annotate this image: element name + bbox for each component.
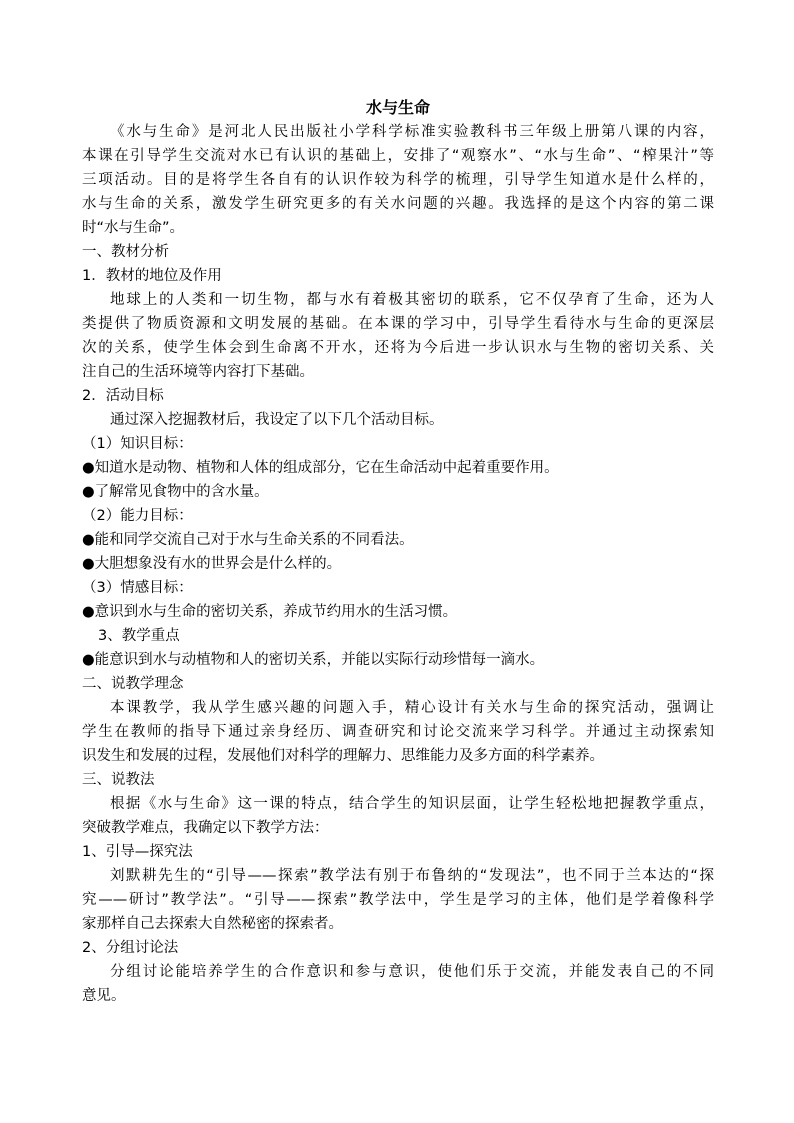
text-line: ●了解常见食物中的含水量。 bbox=[82, 484, 269, 500]
text-line: 1．教材的地位及作用 bbox=[82, 268, 222, 284]
text-line: （2）能力目标： bbox=[82, 508, 193, 524]
text-line: 2、分组讨论法 bbox=[82, 940, 179, 956]
text-line: 刘默耕先生的“引导——探索”教学法有别于布鲁纳的“发现法”，也不同于兰本达的“探 bbox=[110, 868, 714, 884]
text-line: 类提供了物质资源和文明发展的基础。在本课的学习中，引导学生看待水与生命的更深层 bbox=[82, 316, 714, 332]
text-line: ●大胆想象没有水的世界会是什么样的。 bbox=[82, 556, 342, 572]
text-line: 注自己的生活环境等内容打下基础。 bbox=[82, 364, 314, 380]
text-line: （3）情感目标： bbox=[82, 580, 193, 596]
text-line: 《水与生命》是河北人民出版社小学科学标准实验教科书三年级上册第八课的内容， bbox=[110, 124, 714, 140]
document-page bbox=[82, 96, 714, 1008]
text-line: 分组讨论能培养学生的合作意识和参与意识，使他们乐于交流，并能发表自己的不同 bbox=[110, 964, 714, 980]
text-line: 3、教学重点 bbox=[98, 628, 180, 644]
text-line: 本课在引导学生交流对水已有认识的基础上，安排了“观察水”、“水与生命”、“榨果汁”等 bbox=[82, 148, 714, 164]
document-body bbox=[82, 120, 714, 1008]
text-line: 水与生命的关系，激发学生研究更多的有关水问题的兴趣。我选择的是这个内容的第二课 bbox=[82, 196, 714, 212]
text-line: 意见。 bbox=[82, 988, 126, 1004]
text-line: 通过深入挖掘教材后，我设定了以下几个活动目标。 bbox=[110, 412, 444, 428]
text-line: 三、说教法 bbox=[82, 772, 155, 788]
text-line: ●能意识到水与动植物和人的密切关系，并能以实际行动珍惜每一滴水。 bbox=[82, 652, 545, 668]
text-line: ●能和同学交流自己对于水与生命关系的不同看法。 bbox=[82, 532, 414, 548]
text-line: 家那样自己去探索大自然秘密的探索者。 bbox=[82, 916, 343, 932]
document-title: 水与生命 bbox=[365, 98, 430, 117]
text-line: 突破教学难点，我确定以下教学方法： bbox=[82, 820, 329, 836]
text-line: 本课教学，我从学生感兴趣的问题入手，精心设计有关水与生命的探究活动，强调让 bbox=[110, 700, 714, 716]
text-line: 一、教材分析 bbox=[82, 244, 169, 260]
text-line: 2．活动目标 bbox=[82, 388, 164, 404]
text-line: 1、引导—探究法 bbox=[82, 844, 193, 860]
text-line: 学生在教师的指导下通过亲身经历、调查研究和讨论交流来学习科学。并通过主动探索知 bbox=[82, 724, 714, 740]
text-line: 二、说教学理念 bbox=[82, 676, 184, 692]
text-line: （1）知识目标： bbox=[82, 436, 193, 452]
text-line: 地球上的人类和一切生物，都与水有着极其密切的联系，它不仅孕育了生命，还为人 bbox=[110, 292, 714, 308]
text-line: 根据《水与生命》这一课的特点，结合学生的知识层面，让学生轻松地把握教学重点， bbox=[110, 796, 714, 812]
text-line: 究——研讨”教学法”。“引导——探索”教学法中，学生是学习的主体，他们是学着像科学 bbox=[82, 892, 714, 908]
text-line: 识发生和发展的过程，发展他们对科学的理解力、思维能力及多方面的科学素养。 bbox=[82, 748, 604, 764]
text-line: ●知道水是动物、植物和人体的组成部分，它在生命活动中起着重要作用。 bbox=[82, 460, 559, 476]
text-line: ●意识到水与生命的密切关系，养成节约用水的生活习惯。 bbox=[82, 604, 458, 620]
text-line: 时“水与生命”。 bbox=[82, 220, 185, 236]
text-line: 三项活动。目的是将学生各自有的认识作较为科学的梳理，引导学生知道水是什么样的， bbox=[82, 172, 714, 188]
text-line: 次的关系，使学生体会到生命离不开水，还将为今后进一步认识水与生物的密切关系、关 bbox=[82, 340, 714, 356]
